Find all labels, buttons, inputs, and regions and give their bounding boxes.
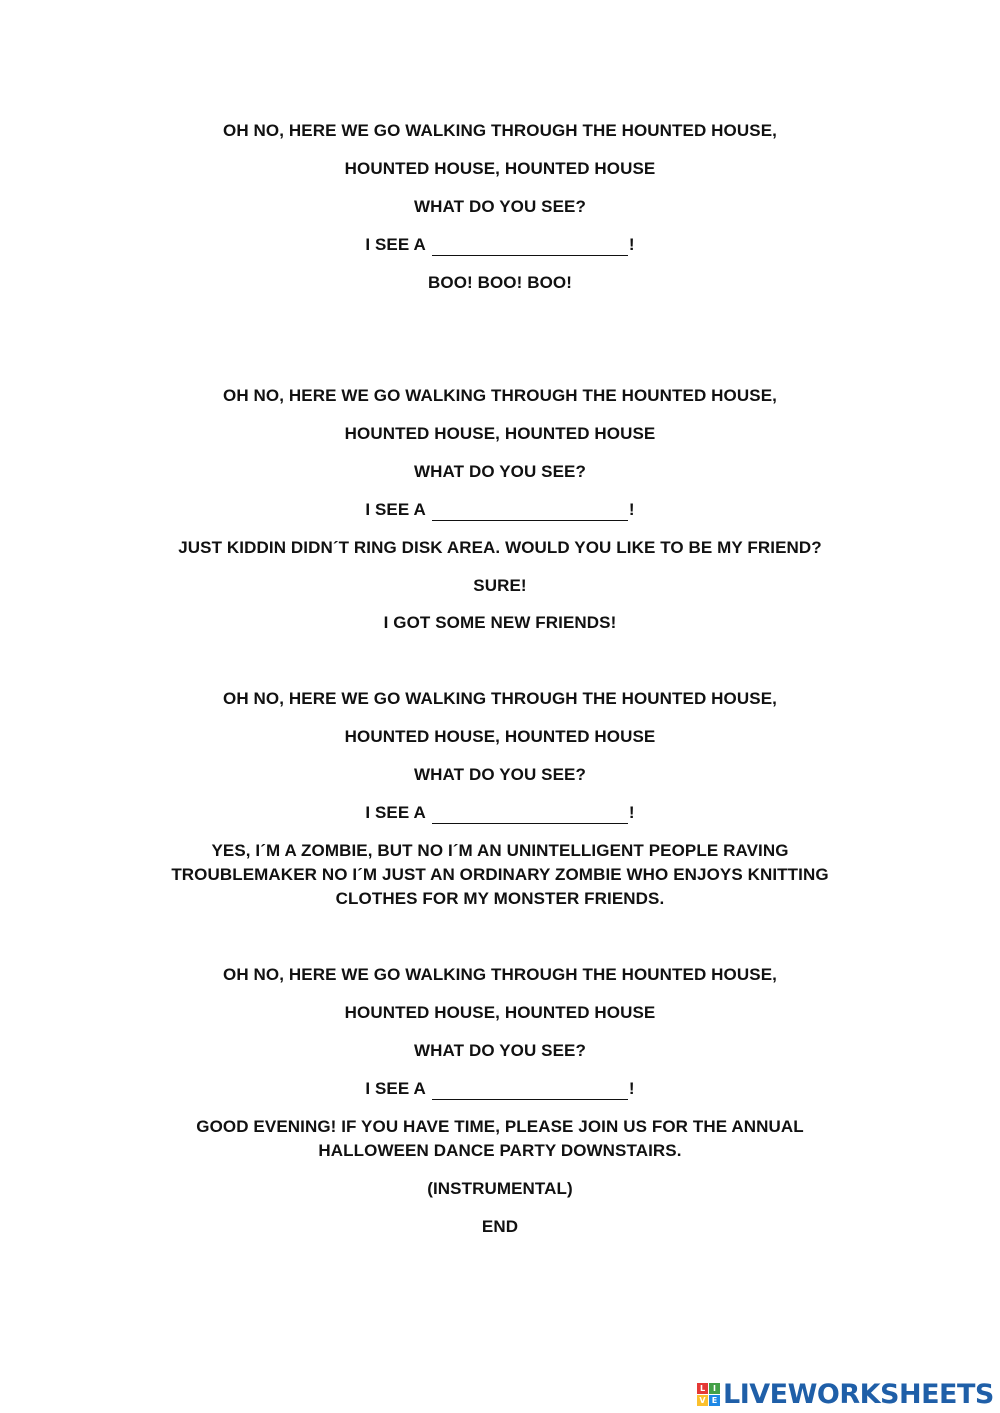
verse-3-response-line-1: YES, I´M A ZOMBIE, BUT NO I´M AN UNINTELLIGENT PEOPLE RAVING <box>211 841 789 860</box>
answer-prefix: I SEE A <box>365 803 426 822</box>
verse-2-answer-line <box>0 498 1000 522</box>
verse-2-chorus-line-1: OH NO, HERE WE GO WALKING THROUGH THE HOUNTED HOUSE, <box>223 386 777 405</box>
liveworksheets-logo[interactable] <box>697 1378 994 1410</box>
verse-4-answer-line <box>0 1077 1000 1101</box>
logo-block: I <box>709 1383 720 1394</box>
logo-block: V <box>697 1395 708 1406</box>
verse-2-response-line-1: JUST KIDDIN DIDN´T RING DISK AREA. WOULD YOU LIKE TO BE MY FRIEND? <box>178 538 822 557</box>
answer-suffix: ! <box>628 1079 635 1098</box>
answer-suffix: ! <box>628 235 635 254</box>
verse-2-question: WHAT DO YOU SEE? <box>414 462 586 481</box>
verse-4-response-line-4: END <box>481 1217 519 1236</box>
verse-3-response-line-2: TROUBLEMAKER NO I´M JUST AN ORDINARY ZOMBIE WHO ENJOYS KNITTING <box>171 865 829 884</box>
verse-1-chorus-line-1: OH NO, HERE WE GO WALKING THROUGH THE HOUNTED HOUSE, <box>223 121 777 140</box>
answer-suffix: ! <box>628 803 635 822</box>
verse-3-response-line-3: CLOTHES FOR MY MONSTER FRIENDS. <box>335 889 665 908</box>
verse-4-response-line-3: (INSTRUMENTAL) <box>427 1179 573 1198</box>
verse-1-response: BOO! BOO! BOO! <box>428 273 572 292</box>
logo-text: LIVEWORKSHEETS <box>723 1378 994 1410</box>
answer-blank-input[interactable] <box>432 502 628 521</box>
answer-blank-input[interactable] <box>432 237 628 256</box>
verse-4-chorus-line-2: HOUNTED HOUSE, HOUNTED HOUSE <box>344 1003 656 1022</box>
answer-prefix: I SEE A <box>365 1079 426 1098</box>
verse-2-response-line-2: SURE! <box>473 576 527 595</box>
answer-blank-input[interactable] <box>432 805 628 824</box>
answer-prefix: I SEE A <box>365 500 426 519</box>
answer-prefix: I SEE A <box>365 235 426 254</box>
verse-4-question: WHAT DO YOU SEE? <box>414 1041 586 1060</box>
logo-block: L <box>697 1383 708 1394</box>
verse-4-chorus-line-1: OH NO, HERE WE GO WALKING THROUGH THE HOUNTED HOUSE, <box>223 965 777 984</box>
answer-blank-input[interactable] <box>432 1081 628 1100</box>
verse-4-response-line-1: GOOD EVENING! IF YOU HAVE TIME, PLEASE JOIN US FOR THE ANNUAL <box>196 1117 804 1136</box>
verse-1-chorus-line-2: HOUNTED HOUSE, HOUNTED HOUSE <box>344 159 656 178</box>
verse-4-response-line-2: HALLOWEEN DANCE PARTY DOWNSTAIRS. <box>318 1141 682 1160</box>
verse-3-question: WHAT DO YOU SEE? <box>414 765 586 784</box>
verse-3-chorus-line-2: HOUNTED HOUSE, HOUNTED HOUSE <box>344 727 656 746</box>
verse-3-answer-line <box>0 801 1000 825</box>
verse-1-question: WHAT DO YOU SEE? <box>414 197 586 216</box>
answer-suffix: ! <box>628 500 635 519</box>
logo-blocks-icon <box>697 1383 720 1406</box>
verse-2-chorus-line-2: HOUNTED HOUSE, HOUNTED HOUSE <box>344 424 656 443</box>
verse-3-chorus-line-1: OH NO, HERE WE GO WALKING THROUGH THE HOUNTED HOUSE, <box>223 689 777 708</box>
verse-1-answer-line <box>0 233 1000 257</box>
logo-block: E <box>709 1395 720 1406</box>
verse-2-response-line-3: I GOT SOME NEW FRIENDS! <box>383 613 617 632</box>
